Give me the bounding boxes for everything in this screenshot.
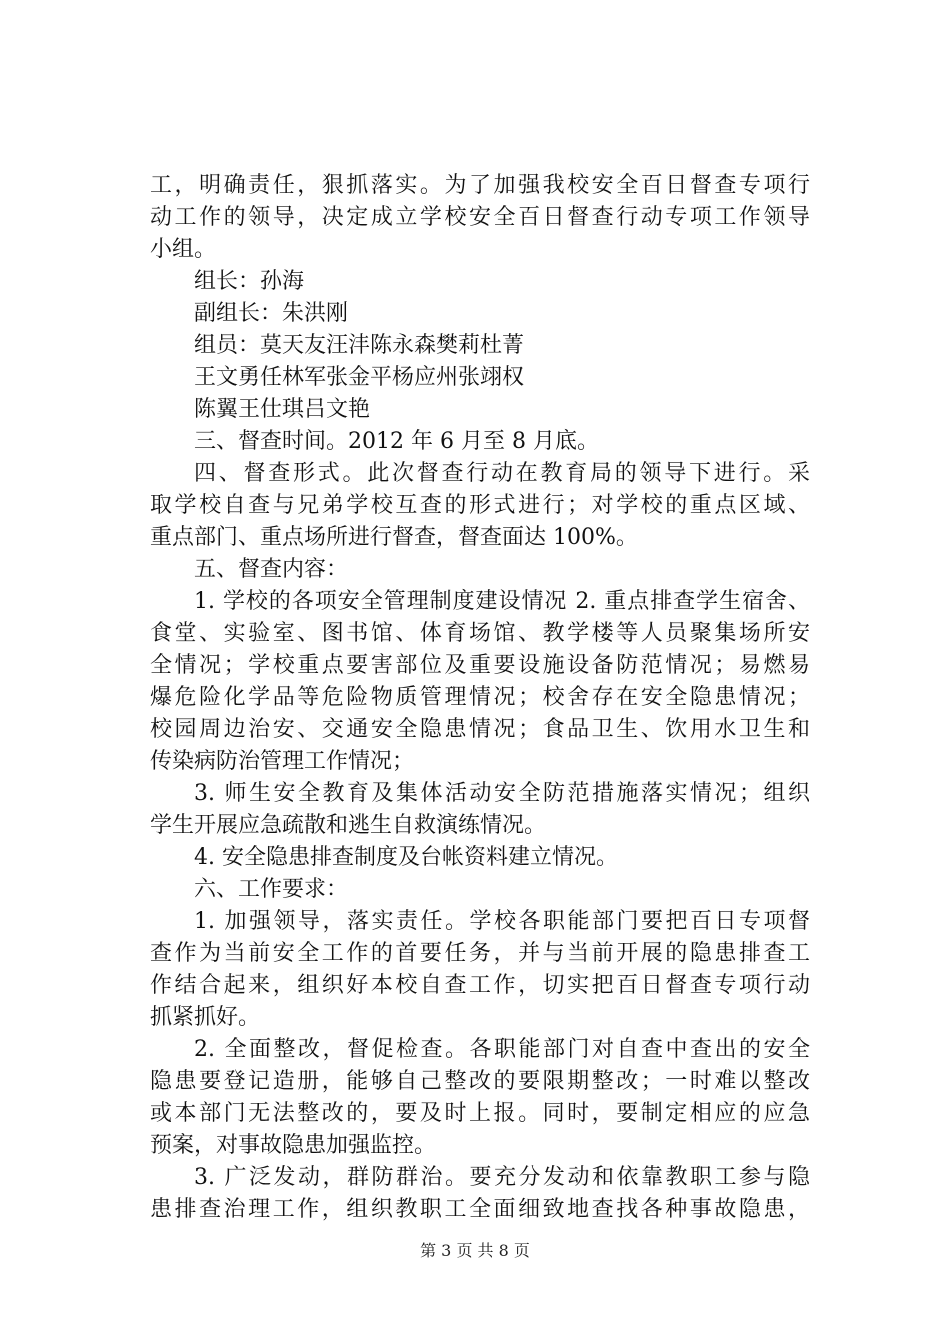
page-footer: 第 3 页 共 8 页	[420, 1241, 530, 1260]
text-line: 1. 学校的各项安全管理制度建设情况 2. 重点排查学生宿舍、	[194, 589, 810, 614]
text-line: 或本部门无法整改的，要及时上报。同时，要制定相应的应急	[150, 1101, 810, 1126]
text-line: 重点部门、重点场所进行督查，督查面达 100%。	[150, 525, 638, 550]
text-line: 校园周边治安、交通安全隐患情况；食品卫生、饮用水卫生和	[150, 717, 810, 742]
text-line: 工，明确责任，狠抓落实。为了加强我校安全百日督查专项行	[150, 173, 810, 198]
text-line: 传染病防治管理工作情况；	[150, 749, 415, 774]
text-line: 1. 加强领导，落实责任。学校各职能部门要把百日专项督	[194, 909, 810, 934]
text-line: 隐患要登记造册，能够自己整改的要限期整改；一时难以整改	[150, 1069, 810, 1094]
text-line: 2. 全面整改，督促检查。各职能部门对自查中查出的安全	[194, 1037, 810, 1062]
text-line: 三、督查时间。2012 年 6 月至 8 月底。	[194, 429, 599, 454]
text-line: 3. 师生安全教育及集体活动安全防范措施落实情况；组织	[194, 781, 810, 806]
text-line: 五、督查内容：	[194, 557, 349, 582]
text-line: 食堂、实验室、图书馆、体育场馆、教学楼等人员聚集场所安	[150, 621, 810, 646]
text-line: 查作为当前安全工作的首要任务，并与当前开展的隐患排查工	[150, 941, 810, 966]
text-line: 全情况；学校重点要害部位及重要设施设备防范情况；易燃易	[150, 653, 810, 678]
document-body	[150, 170, 810, 1226]
text-line: 预案，对事故隐患加强监控。	[150, 1133, 437, 1158]
text-line: 副组长：朱洪刚	[194, 301, 349, 326]
text-line: 4. 安全隐患排查制度及台帐资料建立情况。	[194, 845, 618, 870]
text-line: 抓紧抓好。	[150, 1005, 261, 1030]
text-line: 动工作的领导，决定成立学校安全百日督查行动专项工作领导	[150, 205, 810, 230]
text-line: 取学校自查与兄弟学校互查的形式进行；对学校的重点区域、	[150, 493, 810, 518]
text-line: 王文勇任林军张金平杨应州张翊权	[194, 365, 525, 390]
text-line: 患排查治理工作，组织教职工全面细致地查找各种事故隐患，	[150, 1197, 810, 1222]
text-line: 组长：孙海	[194, 269, 305, 294]
text-line: 3. 广泛发动，群防群治。要充分发动和依靠教职工参与隐	[194, 1165, 810, 1190]
text-line: 组员：莫天友汪沣陈永森樊莉杜菁	[194, 333, 525, 358]
text-line: 作结合起来，组织好本校自查工作，切实把百日督查专项行动	[150, 973, 810, 998]
text-line: 四、督查形式。此次督查行动在教育局的领导下进行。采	[194, 461, 810, 486]
text-line: 小组。	[150, 237, 217, 262]
text-line: 学生开展应急疏散和逃生自救演练情况。	[150, 813, 547, 838]
text-line: 爆危险化学品等危险物质管理情况；校舍存在安全隐患情况；	[150, 685, 810, 710]
text-line: 陈翼王仕琪吕文艳	[194, 397, 371, 422]
text-line: 六、工作要求：	[194, 877, 349, 902]
